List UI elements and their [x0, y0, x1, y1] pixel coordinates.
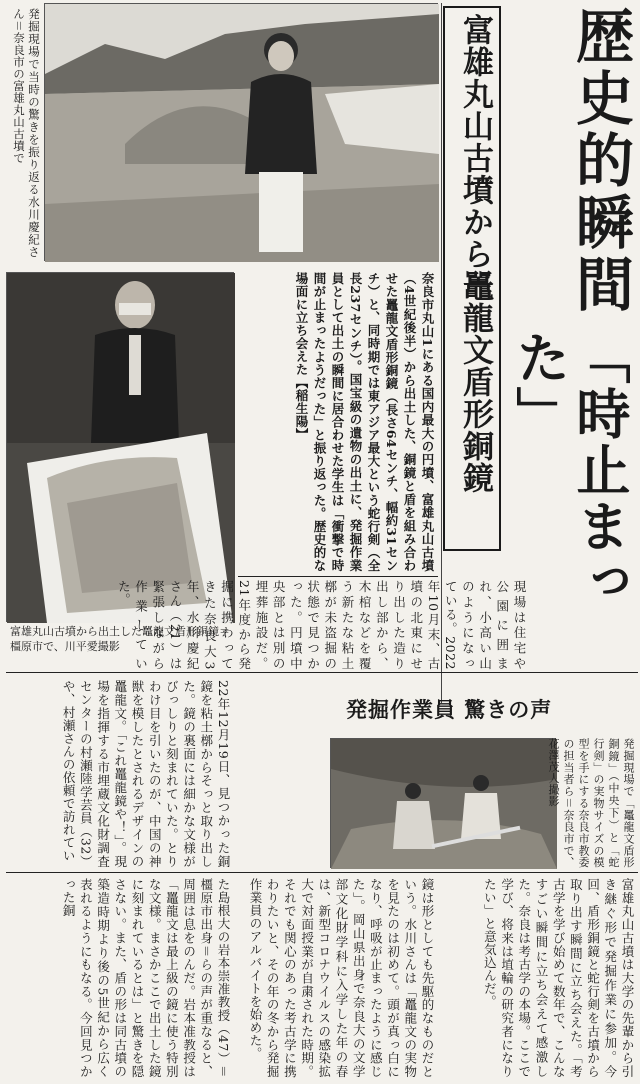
body-column-1: 現場は住宅や公園に囲まれ、小高い山のようになっている。2022年10月末、古墳の北東にせり出した造り出し部から、木棺などを覆う新たな粘土槨が未盗掘の状態で見つかった。円墳中央部とは別の埋葬施設だ。21年度から発掘に携わってきた奈良大3年、水川慶紀さん（21）は緊張しながら作業していた。: [116, 580, 527, 670]
caption-site-photo: 発掘現場で当時の驚きを振り返る水川慶紀さん＝奈良市の富雄丸山古墳で: [12, 8, 41, 258]
photo-excavation-site: [44, 3, 438, 261]
body-column-3: た島根大の岩本崇准教授（47）＝橿原市出身＝らの声が重なると、周囲は息をのんだ。岩本准教授は「鼉龍文は最上級の鏡に使う特別な文様。まさかここで出土した鏡に刻まれているとは」と驚きを隠さない。また、盾の形は同古墳の築造時期より後の5世紀から広く表れるようにもなる。今回見つかった銅: [61, 878, 231, 1078]
caption-mirror-photo: 富雄丸山古墳から出土した鼉龍文盾形銅鏡＝橿原市で、川平愛撮影: [10, 625, 230, 653]
bronze-mirror-image: [7, 273, 235, 623]
body-column-2: 22年12月19日、見つかった銅鏡を粘土槨からそっと取り出した。鏡の裏面には細かな文様がびっしりと刻まれていた。とりわけ目を引いたのが、中国の神獣を模したとされるデザインの鼉龍文。「これ鼉龍鏡や！」。現場を指揮する市埋蔵文化財調査センターの村瀬陸学芸員（32）や、村瀬さんの依頼で訪れてい: [61, 680, 231, 868]
column-rule-top: [238, 576, 438, 577]
main-headline-2: [508, 330, 632, 680]
body-column-5: 富雄丸山古墳は大学の先輩から引き継ぐ形で発掘作業に参加。今回、盾形銅鏡と蛇行剣を古墳から取り出す瞬間に立ち会えた。「考古学を学び始めて数年で、こんなすごい瞬間に立ち会えて感激した。奈良は考古学の本場。ここで学び、将来は埴輪の研究者になりたい」と意気込んだ。: [482, 878, 635, 1078]
replica-image: [331, 739, 557, 869]
column-rule-low: [6, 872, 638, 873]
excavation-site-image: [45, 4, 439, 262]
photo-replica: [330, 738, 556, 868]
body-column-4: 鏡は形としても先駆的なものだという。水川さんは「鼉龍文の実物を見たのは初めて。頭が真っ白になり、呼吸が止まったように感じた」。岡山県出身で奈良大の文学部文化財学科に入学した年の春は、新型コロナウイルスの感染拡大で対面授業が自粛された時期。それでも関心のあった考古学に携わりたいと、その年の冬から発掘作業員のアルバイトを始めた。: [247, 878, 435, 1078]
section-heading: 発掘作業員 驚きの声: [346, 698, 553, 722]
photo-bronze-mirror: [6, 272, 234, 622]
headline-line-1: 歴史的瞬間: [566, 6, 634, 316]
headline-line-2: 「時止まった」: [508, 330, 632, 610]
subheadline: 富雄丸山古墳から鼉龍文盾形銅鏡: [457, 14, 493, 494]
column-rule-mid: [6, 672, 638, 673]
caption-replica-photo: 発掘現場で「鼉龍文盾形銅鏡」（中央下）と「蛇行剣」の実物サイズの模型を手にする奈良市教委の担当者ら＝奈良市で、花澤茂人撮影: [547, 738, 635, 868]
lead-paragraph: 奈良市丸山1にある国内最大の円墳、富雄丸山古墳（4世紀後半）から出土した、銅鏡と盾を組み合わせた鼉龍文盾形銅鏡（長さ64センチ、幅約31センチ）と、同時期では東アジア最大という蛇行剣（全長237センチ）。国宝級の遺物の出土に、発掘作業員として出土の瞬間に居合わせた学生は「衝撃で時間が止まったようだった」と振り返った。歴史的な場面に立ち会えた【稲生陽】: [294, 272, 435, 572]
